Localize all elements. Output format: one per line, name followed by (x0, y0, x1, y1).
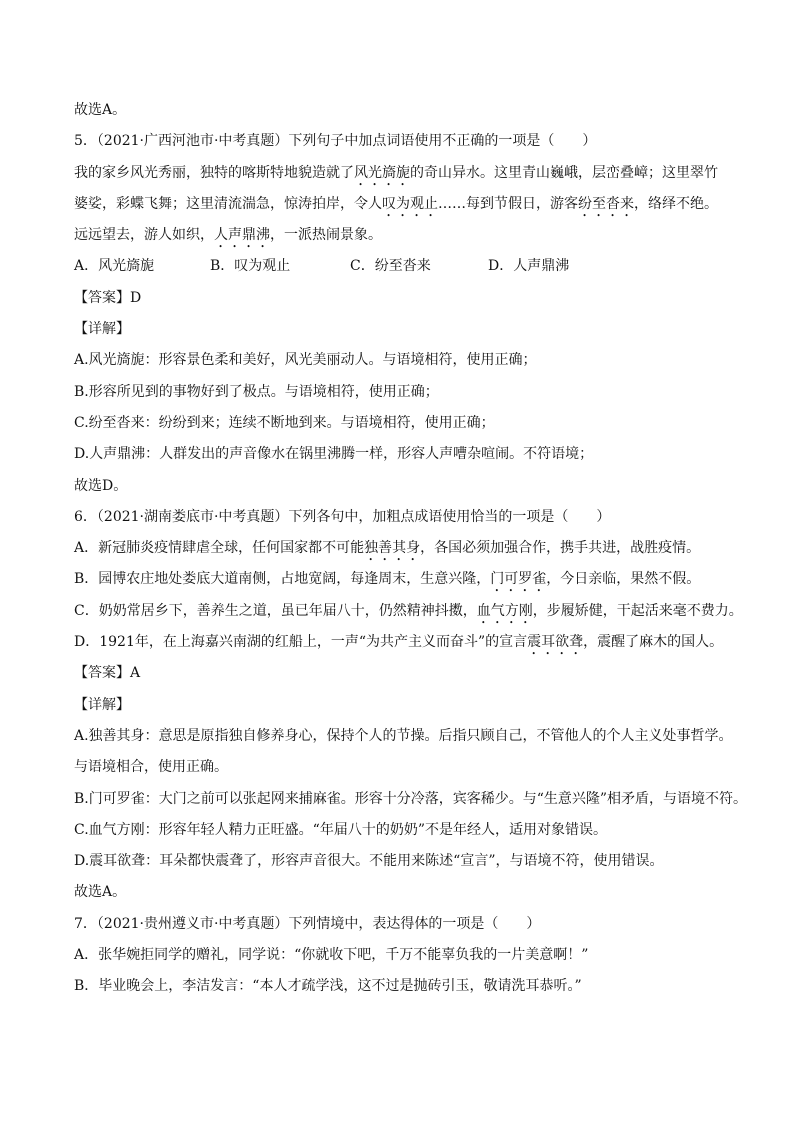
option-b: B．叹为观止 (210, 258, 291, 275)
question-7-stem: 7．（2021·贵州遵义市·中考真题）下列情境中，表达得体的一项是（ ） (74, 915, 541, 932)
question-7-option-a: A．张华婉拒同学的赠礼，同学说：“你就收下吧，千万不能辜负我的一片美意啊！” (74, 947, 589, 964)
question-6-explanation-c: C.血气方刚：形容年轻人精力正旺盛。“年届八十的奶奶”不是年经人，适用对象错误。 (74, 821, 607, 838)
question-6-explanation-b: B.门可罗雀：大门之前可以张起网来捕麻雀。形容十分冷落，宾客稀少。与“生意兴隆”相矛盾，与语境不符。 (74, 790, 748, 807)
question-7-option-b: B．毕业晚会上，李洁发言：“本人才疏学浅，这不过是抛砖引玉，敬请洗耳恭听。” (74, 978, 582, 995)
question-6-answer: 【答案】A (74, 665, 141, 682)
dotted-word: 纷至沓来 (578, 195, 634, 212)
question-6-option-a: A．新冠肺炎疫情肆虐全球，任何国家都不可能独善其身，各国必须加强合作，携手共进，战胜疫情。 (74, 540, 701, 557)
question-5-explanation-c: C.纷至沓来：纷纷到来；连续不断地到来。与语境相符，使用正确； (74, 414, 495, 431)
document-body (74, 100, 748, 1008)
dotted-word: 门可罗雀 (490, 571, 547, 588)
dotted-word: 风光旖旎 (354, 164, 410, 181)
question-5-passage-line-2: 婆娑，彩蝶飞舞；这里清流湍急，惊涛拍岸，令人叹为观止……每到节假日，游客纷至沓来，络绎不绝。 (74, 195, 718, 212)
option-c: C．纷至沓来 (350, 258, 431, 275)
question-5-answer: 【答案】D (74, 289, 142, 306)
question-5-explanation-a: A.风光旖旎：形容景色柔和美好，风光美丽动人。与语境相符，使用正确； (74, 352, 537, 369)
dotted-word: 独善其身 (364, 540, 421, 557)
question-6-option-d: D．1921年，在上海嘉兴南湖的红船上，一声“为共产主义而奋斗”的宣言震耳欲聋，震醒了麻木的国人。 (74, 634, 724, 651)
option-d: D．人声鼎沸 (488, 258, 570, 275)
question-6-option-b: B．园博农庄地处娄底大道南侧，占地宽阔，每逢周末，生意兴隆，门可罗雀，今日亲临，果然不假。 (74, 571, 701, 588)
question-5-passage-line-1: 我的家乡风光秀丽，独特的喀斯特地貌造就了风光旖旎的奇山异水。这里青山巍峨，层峦叠嶂；这里翠竹 (74, 164, 718, 181)
question-5-stem: 5．（2021·广西河池市·中考真题）下列句子中加点词语使用不正确的一项是（ ） (74, 133, 597, 150)
dotted-word: 震耳欲聋 (527, 634, 584, 651)
question-6-stem: 6．（2021·湖南娄底市·中考真题）下列各句中，加粗点成语使用恰当的一项是（ ） (74, 508, 611, 525)
question-5-options (74, 256, 724, 287)
question-5-conclusion: 故选D。 (74, 477, 128, 494)
question-5-explanation-b: B.形容所见到的事物好到了极点。与语境相符，使用正确； (74, 383, 439, 400)
dotted-word: 叹为观止 (382, 195, 438, 212)
question-6-option-c: C．奶奶常居乡下，善养生之道，虽已年届八十，仍然精神抖擞，血气方刚，步履矫健，干起活来毫不费力。 (74, 602, 743, 619)
dotted-word: 人声鼎沸 (214, 227, 270, 244)
question-5-passage-line-3: 远远望去，游人如织，人声鼎沸，一派热闹景象。 (74, 227, 382, 244)
question-6-explanation-d: D.震耳欲聋：耳朵都快震聋了，形容声音很大。不能用来陈述“宣言”，与语境不符，使用错误。 (74, 853, 664, 870)
conclusion-line: 故选A。 (74, 102, 127, 118)
question-5-explanation-d: D.人声鼎沸：人群发出的声音像水在锅里沸腾一样，形容人声嘈杂喧闹。不符语境； (74, 446, 594, 463)
question-6-explanation-a: A.独善其身：意思是原指独自修养身心，保持个人的节操。后指只顾自己，不管他人的个人主义处事哲学。 (74, 727, 733, 744)
question-6-conclusion: 故选A。 (74, 884, 127, 901)
question-5-detail-heading: 【详解】 (74, 321, 130, 338)
question-6-explanation-a-cont: 与语境相合，使用正确。 (74, 759, 228, 776)
dotted-word: 血气方刚 (476, 602, 533, 619)
question-6-detail-heading: 【详解】 (74, 696, 130, 713)
option-a: A．风光旖旎 (74, 258, 155, 275)
